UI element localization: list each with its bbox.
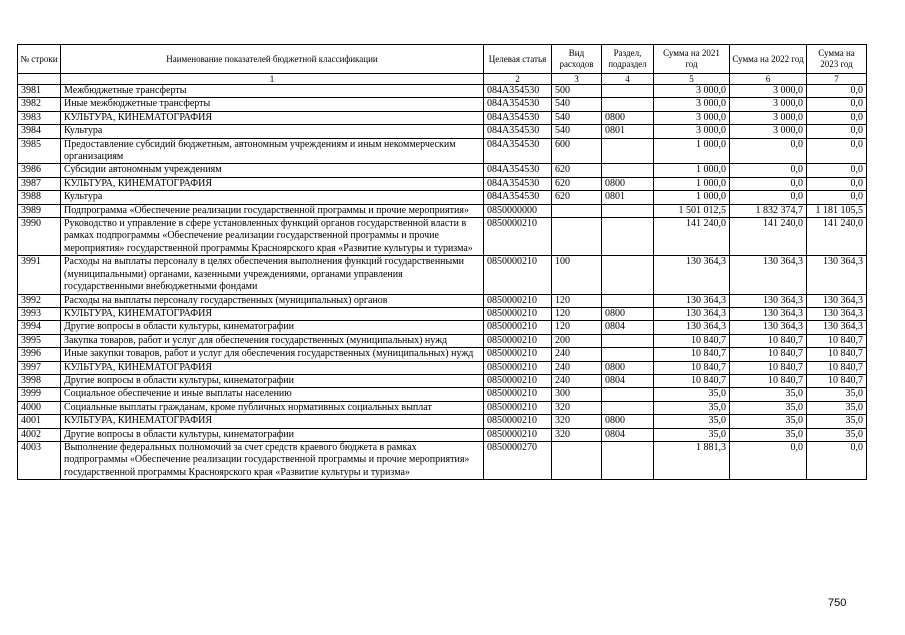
indicator-name-cell: Выполнение федеральных полномочий за счет средств краевого бюджета в рамках подпрограммы «Обеспечение реализации государственной программы и прочие мероприятия» государственной программы Красноярского края «Развитие культуры и туризма» — [61, 441, 484, 479]
section-cell: 0801 — [602, 125, 654, 138]
expense-type-cell: 200 — [552, 334, 602, 347]
target-article-cell: 0850000210 — [484, 218, 552, 256]
target-article-cell: 0850000210 — [484, 374, 552, 387]
table-body — [18, 85, 867, 480]
indicator-name-cell: Иные закупки товаров, работ и услуг для обеспечения государственных (муниципальных) нужд — [61, 348, 484, 361]
table-row — [18, 85, 867, 98]
sum-2022-cell: 130 364,3 — [730, 256, 807, 294]
section-cell: 0800 — [602, 415, 654, 428]
header-row — [18, 45, 867, 74]
sum-2023-cell: 1 181 105,5 — [807, 204, 867, 217]
table-row — [18, 98, 867, 111]
table-row — [18, 374, 867, 387]
table-row — [18, 256, 867, 294]
indicator-name-cell: Расходы на выплаты персоналу государственных (муниципальных) органов — [61, 294, 484, 307]
row-number-cell: 3996 — [18, 348, 61, 361]
section-cell — [602, 85, 654, 98]
sum-2023-cell: 0,0 — [807, 191, 867, 204]
row-number-cell: 3982 — [18, 98, 61, 111]
sum-2022-cell: 130 364,3 — [730, 307, 807, 320]
indicator-name-cell: Другие вопросы в области культуры, кинематографии — [61, 374, 484, 387]
expense-type-cell: 120 — [552, 307, 602, 320]
expense-type-cell — [552, 218, 602, 256]
expense-type-cell: 620 — [552, 177, 602, 190]
table-row — [18, 177, 867, 190]
table-row — [18, 164, 867, 177]
column-number: 3 — [552, 74, 602, 85]
sum-2023-cell: 130 364,3 — [807, 307, 867, 320]
target-article-cell: 084А354530 — [484, 138, 552, 164]
expense-type-cell: 540 — [552, 111, 602, 124]
indicator-name-cell: Другие вопросы в области культуры, кинематографии — [61, 321, 484, 334]
section-cell — [602, 294, 654, 307]
target-article-cell: 0850000270 — [484, 441, 552, 479]
sum-2021-cell: 10 840,7 — [654, 374, 730, 387]
sum-2021-cell: 10 840,7 — [654, 348, 730, 361]
section-cell — [602, 348, 654, 361]
section-cell — [602, 401, 654, 414]
indicator-name-cell: Иные межбюджетные трансферты — [61, 98, 484, 111]
section-cell — [602, 98, 654, 111]
expense-type-cell: 620 — [552, 164, 602, 177]
row-number-cell: 3983 — [18, 111, 61, 124]
indicator-name-cell: Культура — [61, 125, 484, 138]
row-number-cell: 3999 — [18, 388, 61, 401]
expense-type-cell — [552, 204, 602, 217]
column-number-blank — [18, 74, 61, 85]
header-name: Наименование показателей бюджетной классификации — [61, 45, 484, 74]
row-number-cell: 3988 — [18, 191, 61, 204]
indicator-name-cell: Социальные выплаты гражданам, кроме публичных нормативных социальных выплат — [61, 401, 484, 414]
column-number: 6 — [730, 74, 807, 85]
sum-2021-cell: 35,0 — [654, 401, 730, 414]
sum-2022-cell: 10 840,7 — [730, 374, 807, 387]
column-number: 5 — [654, 74, 730, 85]
sum-2023-cell: 0,0 — [807, 85, 867, 98]
expense-type-cell: 240 — [552, 361, 602, 374]
row-number-cell: 3990 — [18, 218, 61, 256]
sum-2021-cell: 130 364,3 — [654, 256, 730, 294]
sum-2022-cell: 10 840,7 — [730, 348, 807, 361]
sum-2021-cell: 130 364,3 — [654, 321, 730, 334]
indicator-name-cell: КУЛЬТУРА, КИНЕМАТОГРАФИЯ — [61, 111, 484, 124]
row-number-cell: 3993 — [18, 307, 61, 320]
table-row — [18, 125, 867, 138]
row-number-cell: 3995 — [18, 334, 61, 347]
expense-type-cell: 240 — [552, 348, 602, 361]
sum-2022-cell: 130 364,3 — [730, 321, 807, 334]
sum-2021-cell: 3 000,0 — [654, 85, 730, 98]
header-row-no: № строки — [18, 45, 61, 74]
section-cell: 0801 — [602, 191, 654, 204]
column-number: 4 — [602, 74, 654, 85]
column-number: 7 — [807, 74, 867, 85]
table-row — [18, 307, 867, 320]
target-article-cell: 084А354530 — [484, 164, 552, 177]
table-row — [18, 441, 867, 479]
sum-2022-cell: 0,0 — [730, 441, 807, 479]
sum-2022-cell: 0,0 — [730, 138, 807, 164]
sum-2023-cell: 141 240,0 — [807, 218, 867, 256]
sum-2022-cell: 0,0 — [730, 177, 807, 190]
column-number: 2 — [484, 74, 552, 85]
sum-2023-cell: 35,0 — [807, 428, 867, 441]
table-row — [18, 138, 867, 164]
sum-2022-cell: 3 000,0 — [730, 85, 807, 98]
sum-2022-cell: 10 840,7 — [730, 361, 807, 374]
sum-2021-cell: 35,0 — [654, 415, 730, 428]
sum-2022-cell: 35,0 — [730, 428, 807, 441]
row-number-cell: 3991 — [18, 256, 61, 294]
sum-2022-cell: 35,0 — [730, 415, 807, 428]
sum-2023-cell: 10 840,7 — [807, 334, 867, 347]
sum-2021-cell: 130 364,3 — [654, 307, 730, 320]
sum-2021-cell: 3 000,0 — [654, 111, 730, 124]
row-number-cell: 3989 — [18, 204, 61, 217]
expense-type-cell: 320 — [552, 415, 602, 428]
row-number-cell: 3987 — [18, 177, 61, 190]
expense-type-cell: 540 — [552, 98, 602, 111]
expense-type-cell: 240 — [552, 374, 602, 387]
section-cell — [602, 138, 654, 164]
sum-2022-cell: 35,0 — [730, 388, 807, 401]
target-article-cell: 0850000210 — [484, 321, 552, 334]
indicator-name-cell: Культура — [61, 191, 484, 204]
sum-2023-cell: 35,0 — [807, 401, 867, 414]
target-article-cell: 0850000210 — [484, 428, 552, 441]
table-row — [18, 218, 867, 256]
expense-type-cell: 620 — [552, 191, 602, 204]
target-article-cell: 0850000210 — [484, 334, 552, 347]
sum-2023-cell: 35,0 — [807, 388, 867, 401]
row-number-cell: 3994 — [18, 321, 61, 334]
sum-2021-cell: 1 000,0 — [654, 191, 730, 204]
section-cell — [602, 256, 654, 294]
sum-2023-cell: 0,0 — [807, 177, 867, 190]
page-number: 750 — [828, 597, 847, 609]
sum-2022-cell: 3 000,0 — [730, 98, 807, 111]
row-number-cell: 3998 — [18, 374, 61, 387]
row-number-cell: 3984 — [18, 125, 61, 138]
sum-2023-cell: 0,0 — [807, 98, 867, 111]
table-row — [18, 204, 867, 217]
sum-2022-cell: 10 840,7 — [730, 334, 807, 347]
table-row — [18, 334, 867, 347]
header-sum-2022: Сумма на 2022 год — [730, 45, 807, 74]
target-article-cell: 0850000210 — [484, 388, 552, 401]
target-article-cell: 084А354530 — [484, 125, 552, 138]
target-article-cell: 0850000210 — [484, 361, 552, 374]
row-number-cell: 3981 — [18, 85, 61, 98]
target-article-cell: 084А354530 — [484, 177, 552, 190]
section-cell: 0800 — [602, 307, 654, 320]
table-row — [18, 111, 867, 124]
target-article-cell: 0850000210 — [484, 401, 552, 414]
column-number-row — [18, 74, 867, 85]
expense-type-cell: 600 — [552, 138, 602, 164]
sum-2023-cell: 130 364,3 — [807, 256, 867, 294]
sum-2022-cell: 0,0 — [730, 164, 807, 177]
section-cell: 0804 — [602, 374, 654, 387]
target-article-cell: 0850000210 — [484, 415, 552, 428]
section-cell: 0804 — [602, 428, 654, 441]
table-row — [18, 191, 867, 204]
sum-2023-cell: 0,0 — [807, 441, 867, 479]
expense-type-cell: 120 — [552, 321, 602, 334]
sum-2023-cell: 0,0 — [807, 111, 867, 124]
target-article-cell: 0850000000 — [484, 204, 552, 217]
section-cell — [602, 334, 654, 347]
indicator-name-cell: Субсидии автономным учреждениям — [61, 164, 484, 177]
row-number-cell: 3985 — [18, 138, 61, 164]
section-cell — [602, 388, 654, 401]
section-cell: 0800 — [602, 361, 654, 374]
expense-type-cell: 100 — [552, 256, 602, 294]
sum-2023-cell: 0,0 — [807, 125, 867, 138]
target-article-cell: 084А354530 — [484, 111, 552, 124]
indicator-name-cell: КУЛЬТУРА, КИНЕМАТОГРАФИЯ — [61, 361, 484, 374]
header-vid: Вид расходов — [552, 45, 602, 74]
table-row — [18, 415, 867, 428]
sum-2021-cell: 1 000,0 — [654, 177, 730, 190]
indicator-name-cell: Подпрограмма «Обеспечение реализации государственной программы и прочие мероприятия» — [61, 204, 484, 217]
indicator-name-cell: Предоставление субсидий бюджетным, автономным учреждениям и иным некоммерческим организациям — [61, 138, 484, 164]
expense-type-cell: 540 — [552, 125, 602, 138]
sum-2023-cell: 130 364,3 — [807, 294, 867, 307]
indicator-name-cell: КУЛЬТУРА, КИНЕМАТОГРАФИЯ — [61, 415, 484, 428]
expense-type-cell: 500 — [552, 85, 602, 98]
row-number-cell: 3992 — [18, 294, 61, 307]
expense-type-cell: 320 — [552, 401, 602, 414]
sum-2022-cell: 130 364,3 — [730, 294, 807, 307]
sum-2021-cell: 1 000,0 — [654, 138, 730, 164]
section-cell — [602, 164, 654, 177]
sum-2021-cell: 35,0 — [654, 428, 730, 441]
row-number-cell: 3986 — [18, 164, 61, 177]
sum-2022-cell: 141 240,0 — [730, 218, 807, 256]
section-cell — [602, 204, 654, 217]
indicator-name-cell: Расходы на выплаты персоналу в целях обеспечения выполнения функций государственными (муниципальными) органами, казенными учреждениями, органами управления государственными внебюджетными фондами — [61, 256, 484, 294]
section-cell — [602, 218, 654, 256]
target-article-cell: 0850000210 — [484, 348, 552, 361]
column-number: 1 — [61, 74, 484, 85]
row-number-cell: 4002 — [18, 428, 61, 441]
sum-2023-cell: 0,0 — [807, 164, 867, 177]
row-number-cell: 3997 — [18, 361, 61, 374]
sum-2022-cell: 3 000,0 — [730, 111, 807, 124]
target-article-cell: 084А354530 — [484, 85, 552, 98]
indicator-name-cell: Закупка товаров, работ и услуг для обеспечения государственных (муниципальных) нужд — [61, 334, 484, 347]
target-article-cell: 0850000210 — [484, 307, 552, 320]
header-sum-2023: Сумма на 2023 год — [807, 45, 867, 74]
sum-2021-cell: 35,0 — [654, 388, 730, 401]
table-row — [18, 294, 867, 307]
budget-table — [17, 44, 867, 480]
sum-2023-cell: 10 840,7 — [807, 361, 867, 374]
sum-2021-cell: 3 000,0 — [654, 98, 730, 111]
header-razdel: Раздел, подраздел — [602, 45, 654, 74]
header-code: Целевая статья — [484, 45, 552, 74]
sum-2023-cell: 10 840,7 — [807, 348, 867, 361]
section-cell: 0800 — [602, 111, 654, 124]
row-number-cell: 4003 — [18, 441, 61, 479]
sum-2021-cell: 141 240,0 — [654, 218, 730, 256]
sum-2022-cell: 3 000,0 — [730, 125, 807, 138]
sum-2023-cell: 10 840,7 — [807, 374, 867, 387]
row-number-cell: 4000 — [18, 401, 61, 414]
sum-2021-cell: 1 881,3 — [654, 441, 730, 479]
sum-2021-cell: 130 364,3 — [654, 294, 730, 307]
target-article-cell: 084А354530 — [484, 191, 552, 204]
sum-2021-cell: 1 000,0 — [654, 164, 730, 177]
indicator-name-cell: КУЛЬТУРА, КИНЕМАТОГРАФИЯ — [61, 177, 484, 190]
expense-type-cell: 300 — [552, 388, 602, 401]
indicator-name-cell: Руководство и управление в сфере установленных функций органов государственной власти в рамках подпрограммы «Обеспечение реализации государственной программы и прочие мероприятия» государственной программы Красноярского края «Развитие культуры и туризма» — [61, 218, 484, 256]
table-row — [18, 361, 867, 374]
target-article-cell: 0850000210 — [484, 256, 552, 294]
indicator-name-cell: Другие вопросы в области культуры, кинематографии — [61, 428, 484, 441]
header-sum-2021: Сумма на 2021 год — [654, 45, 730, 74]
indicator-name-cell: Межбюджетные трансферты — [61, 85, 484, 98]
table-row — [18, 401, 867, 414]
sum-2022-cell: 35,0 — [730, 401, 807, 414]
sum-2021-cell: 1 501 012,5 — [654, 204, 730, 217]
sum-2021-cell: 3 000,0 — [654, 125, 730, 138]
sum-2021-cell: 10 840,7 — [654, 334, 730, 347]
section-cell: 0804 — [602, 321, 654, 334]
table-row — [18, 321, 867, 334]
expense-type-cell — [552, 441, 602, 479]
sum-2021-cell: 10 840,7 — [654, 361, 730, 374]
indicator-name-cell: КУЛЬТУРА, КИНЕМАТОГРАФИЯ — [61, 307, 484, 320]
sum-2023-cell: 130 364,3 — [807, 321, 867, 334]
expense-type-cell: 120 — [552, 294, 602, 307]
table-row — [18, 348, 867, 361]
expense-type-cell: 320 — [552, 428, 602, 441]
sum-2023-cell: 0,0 — [807, 138, 867, 164]
target-article-cell: 0850000210 — [484, 294, 552, 307]
table-row — [18, 428, 867, 441]
section-cell — [602, 441, 654, 479]
table-row — [18, 388, 867, 401]
sum-2022-cell: 1 832 374,7 — [730, 204, 807, 217]
section-cell: 0800 — [602, 177, 654, 190]
indicator-name-cell: Социальное обеспечение и иные выплаты населению — [61, 388, 484, 401]
row-number-cell: 4001 — [18, 415, 61, 428]
target-article-cell: 084А354530 — [484, 98, 552, 111]
sum-2022-cell: 0,0 — [730, 191, 807, 204]
sum-2023-cell: 35,0 — [807, 415, 867, 428]
